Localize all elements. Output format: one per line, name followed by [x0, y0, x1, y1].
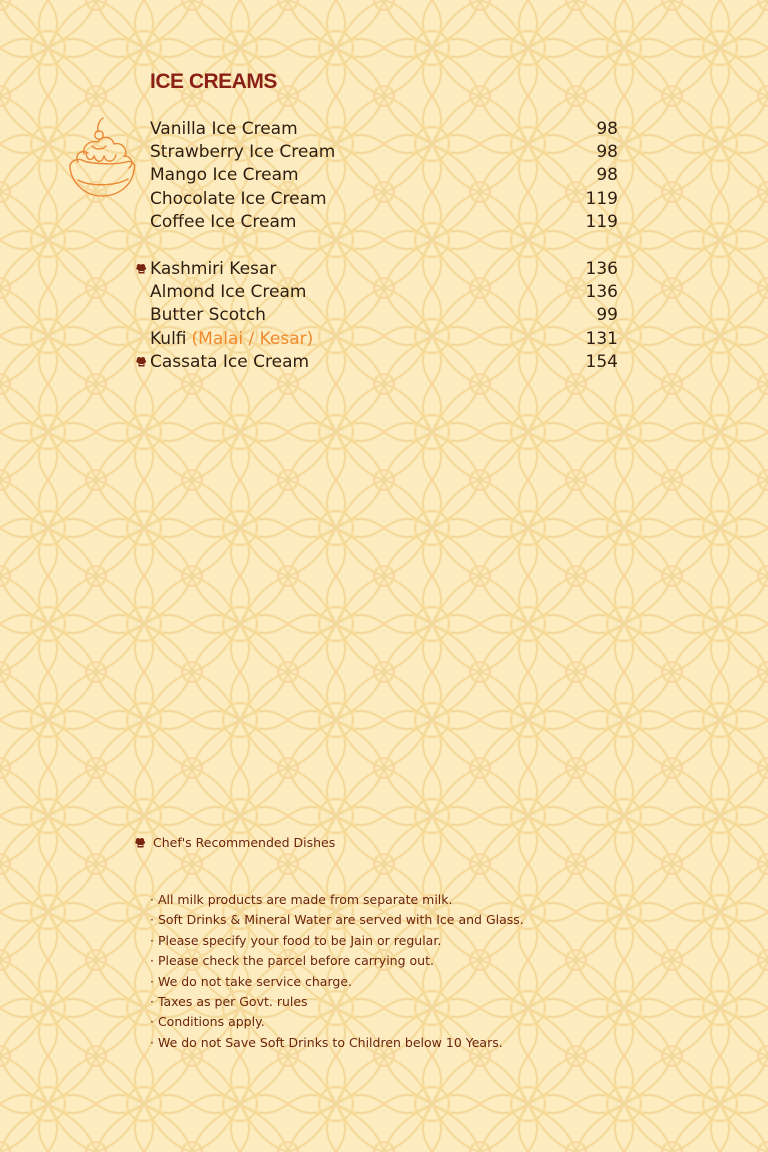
ice-cream-sundae-icon — [66, 116, 138, 200]
terms-item: · We do not Save Soft Drinks to Children below 10 Years. — [150, 1034, 503, 1050]
list-item — [150, 350, 618, 374]
item-name: Chocolate Ice Cream — [150, 189, 327, 209]
item-price: 131 — [585, 329, 618, 349]
item-name: Coffee Ice Cream — [150, 212, 297, 232]
list-item — [150, 303, 618, 327]
item-price: 99 — [596, 305, 618, 325]
list-item — [150, 187, 618, 211]
list-item — [150, 210, 618, 234]
section-title: ICE CREAMS — [150, 70, 277, 93]
terms-item: · Conditions apply. — [150, 1014, 265, 1030]
item-name: Kashmiri Kesar — [150, 259, 277, 279]
terms-item: · All milk products are made from separate milk. — [150, 892, 453, 907]
item-price: 119 — [585, 189, 618, 209]
item-name-with-variant — [150, 327, 313, 351]
list-item — [150, 257, 618, 281]
item-name: Butter Scotch — [150, 305, 266, 325]
terms-item: · Please specify your food to be Jain or regular. — [150, 932, 442, 948]
item-price: 98 — [596, 142, 618, 162]
terms-item: · Soft Drinks & Mineral Water are served with Ice and Glass. — [150, 912, 524, 928]
item-price: 98 — [596, 165, 618, 185]
item-price: 98 — [596, 119, 618, 139]
terms-item: · Taxes as per Govt. rules — [150, 993, 308, 1009]
item-price: 119 — [585, 212, 618, 232]
item-name: Strawberry Ice Cream — [150, 142, 336, 162]
item-name: Mango Ice Cream — [150, 165, 299, 185]
terms-list — [150, 890, 524, 1053]
list-item — [150, 140, 618, 164]
terms-item: · Please check the parcel before carrying out. — [150, 953, 434, 969]
item-name: Vanilla Ice Cream — [150, 119, 298, 139]
list-item — [150, 327, 618, 351]
list-item — [150, 117, 618, 141]
legend-text: Chef's Recommended Dishes — [153, 835, 336, 850]
chef-hat-icon — [135, 263, 148, 275]
terms-item: · We do not take service charge. — [150, 973, 352, 989]
item-name: Almond Ice Cream — [150, 282, 307, 302]
item-price: 136 — [585, 282, 618, 302]
chef-hat-icon — [135, 356, 148, 368]
chef-hat-icon — [134, 837, 147, 849]
item-variant: (Malai / Kesar) — [191, 329, 314, 349]
item-name: Cassata Ice Cream — [150, 352, 310, 372]
list-item — [150, 280, 618, 304]
item-name: Kulfi — [150, 329, 187, 349]
item-price: 154 — [585, 352, 618, 372]
item-price: 136 — [585, 259, 618, 279]
list-item — [150, 163, 618, 187]
